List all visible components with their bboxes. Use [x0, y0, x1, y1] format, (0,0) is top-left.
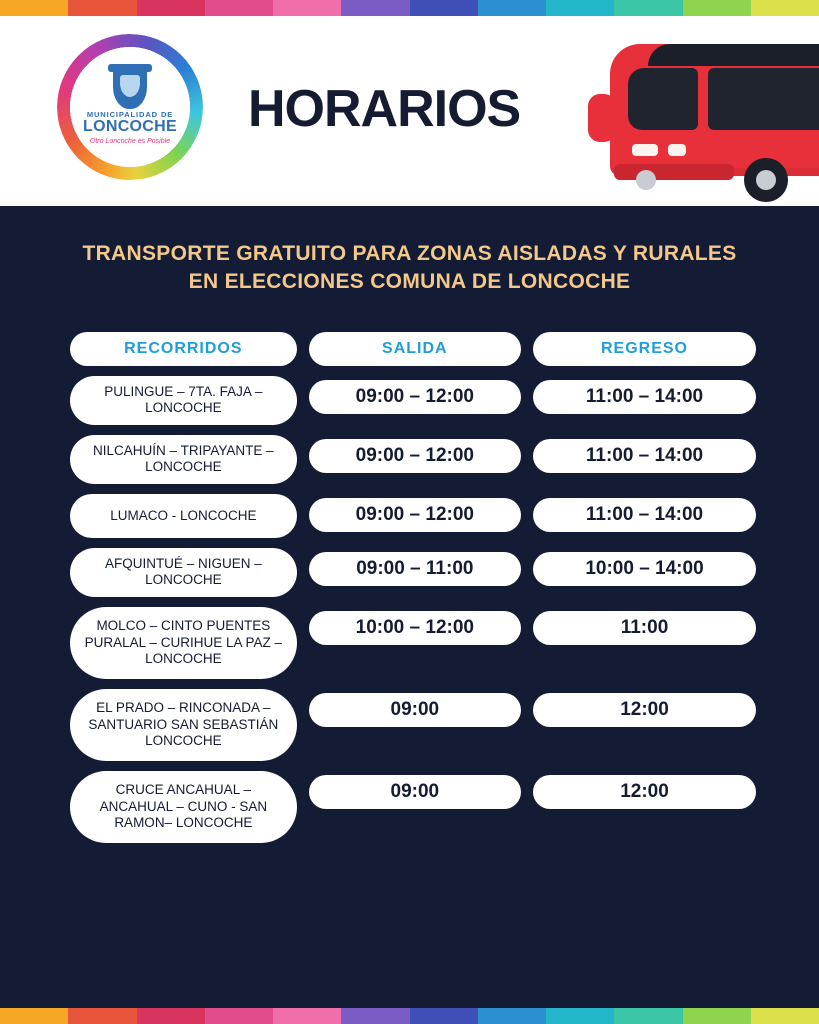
color-strip-segment — [137, 0, 205, 16]
color-strip-segment — [341, 0, 409, 16]
color-strip-segment — [751, 1008, 819, 1024]
color-strip-segment — [273, 0, 341, 16]
color-strip-segment — [68, 1008, 136, 1024]
cell-regreso: 12:00 — [533, 771, 756, 843]
top-color-strip — [0, 0, 819, 16]
table-row — [70, 771, 756, 843]
color-strip-segment — [341, 1008, 409, 1024]
color-strip-segment — [205, 0, 273, 16]
cell-salida: 09:00 – 12:00 — [309, 435, 521, 484]
table-row — [70, 548, 756, 597]
cell-salida: 09:00 – 12:00 — [309, 494, 521, 538]
logo-inner — [70, 47, 190, 167]
column-header-regreso: REGRESO — [533, 332, 756, 366]
color-strip-segment — [614, 1008, 682, 1024]
color-strip-segment — [546, 0, 614, 16]
cell-regreso: 11:00 — [533, 607, 756, 679]
cell-salida: 09:00 — [309, 689, 521, 761]
bus-windshield — [628, 68, 698, 130]
cell-salida: 09:00 – 12:00 — [309, 376, 521, 425]
table-row — [70, 607, 756, 679]
color-strip-segment — [0, 0, 68, 16]
cell-recorrido: CRUCE ANCAHUAL – ANCAHUAL – CUNO - SAN RAMON– LONCOCHE — [70, 771, 297, 843]
cell-regreso: 11:00 – 14:00 — [533, 376, 756, 425]
color-strip-segment — [0, 1008, 68, 1024]
cell-recorrido: EL PRADO – RINCONADA – SANTUARIO SAN SEBASTIÁN LONCOCHE — [70, 689, 297, 761]
bus-headlight-right — [668, 144, 686, 156]
color-strip-segment — [683, 1008, 751, 1024]
header-banner — [0, 16, 819, 206]
color-strip-segment — [751, 0, 819, 16]
cell-salida: 09:00 — [309, 771, 521, 843]
cell-recorrido: PULINGUE – 7TA. FAJA – LONCOCHE — [70, 376, 297, 425]
color-strip-segment — [68, 0, 136, 16]
cell-recorrido: AFQUINTUÉ – NIGUEN – LONCOCHE — [70, 548, 297, 597]
coat-of-arms-icon — [113, 69, 147, 109]
color-strip-segment — [614, 0, 682, 16]
bus-roof — [648, 44, 819, 66]
color-strip-segment — [683, 0, 751, 16]
logo-slogan: Otro Loncoche es Posible — [89, 138, 171, 146]
logo-line1: MUNICIPALIDAD DE — [86, 109, 174, 119]
cell-recorrido: NILCAHUÍN – TRIPAYANTE – LONCOCHE — [70, 435, 297, 484]
bus-mirror — [588, 94, 616, 142]
cell-recorrido: LUMACO - LONCOCHE — [70, 494, 297, 538]
logo-line2: LONCOCHE — [83, 118, 177, 136]
bus-wheel-rear — [744, 158, 788, 202]
bus-headlight-left — [632, 144, 658, 156]
subtitle: TRANSPORTE GRATUITO PARA ZONAS AISLADAS Y RURALES EN ELECCIONES COMUNA DE LONCOCHE — [82, 242, 737, 294]
color-strip-segment — [205, 1008, 273, 1024]
table-row — [70, 435, 756, 484]
cell-salida: 09:00 – 11:00 — [309, 548, 521, 597]
schedule-table — [58, 322, 768, 853]
color-strip-segment — [137, 1008, 205, 1024]
cell-recorrido: MOLCO – CINTO PUENTES PURALAL – CURIHUE LA PAZ – LONCOCHE — [70, 607, 297, 679]
color-strip-segment — [478, 1008, 546, 1024]
color-strip-segment — [546, 1008, 614, 1024]
color-strip-segment — [410, 1008, 478, 1024]
table-header-row — [70, 332, 756, 366]
cell-regreso: 12:00 — [533, 689, 756, 761]
bus-wheel-front — [624, 158, 668, 202]
column-header-recorridos: RECORRIDOS — [70, 332, 297, 366]
cell-regreso: 11:00 – 14:00 — [533, 494, 756, 538]
color-strip-segment — [273, 1008, 341, 1024]
cell-salida: 10:00 – 12:00 — [309, 607, 521, 679]
color-strip-segment — [478, 0, 546, 16]
page-title: HORARIOS — [248, 80, 521, 138]
table-row — [70, 494, 756, 538]
cell-regreso: 11:00 – 14:00 — [533, 435, 756, 484]
bottom-color-strip — [0, 1008, 819, 1024]
column-header-salida: SALIDA — [309, 332, 521, 366]
municipality-logo — [57, 34, 203, 180]
bus-icon — [588, 40, 819, 205]
cell-regreso: 10:00 – 14:00 — [533, 548, 756, 597]
bus-side-window — [708, 68, 819, 130]
table-row — [70, 376, 756, 425]
color-strip-segment — [410, 0, 478, 16]
table-row — [70, 689, 756, 761]
